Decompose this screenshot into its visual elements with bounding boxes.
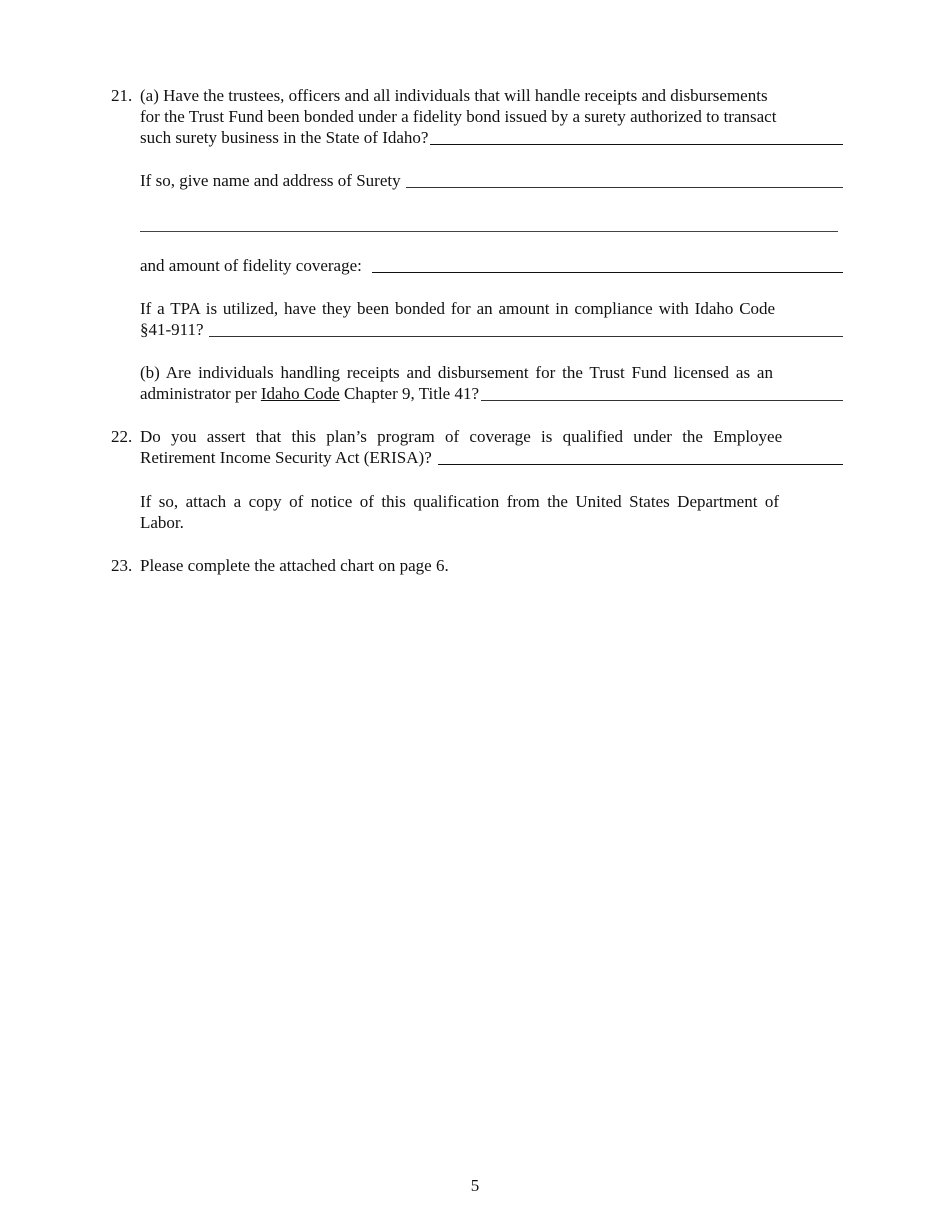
surety-address-field-line-2[interactable]	[140, 231, 838, 232]
coverage-label: and amount of fidelity coverage:	[140, 256, 362, 275]
question-21-number: 21.	[111, 86, 133, 105]
surety-row	[140, 170, 843, 191]
surety-label: If so, give name and address of Surety	[140, 171, 401, 190]
tpa-line-1: If a TPA is utilized, have they been bonded for an amount in compliance with Idaho Code	[140, 299, 776, 318]
idaho-code-reference: Idaho Code	[260, 384, 340, 403]
question-21a-text: such surety business in the State of Idaho?	[140, 128, 429, 147]
bonded-answer-field[interactable]	[430, 144, 843, 145]
erisa-notice-instruction: If so, attach a copy of notice of this qualification from the United States Department of Labor.	[140, 492, 780, 532]
erisa-answer-field[interactable]	[438, 464, 843, 465]
question-21a	[140, 85, 843, 148]
question-22-number: 22.	[111, 427, 133, 446]
question-21a-line-2: for the Trust Fund been bonded under a fidelity bond issued by a surety authorized to transact	[140, 107, 777, 126]
question-23-number: 23.	[111, 556, 133, 575]
question-23: Please complete the attached chart on page 6.	[140, 556, 449, 575]
fidelity-coverage-field[interactable]	[372, 272, 843, 273]
administrator-license-field[interactable]	[481, 400, 843, 401]
question-21b-line-1: (b) Are individuals handling receipts and disbursement for the Trust Fund licensed as an	[140, 363, 773, 382]
tpa-bonded-field[interactable]	[209, 336, 843, 337]
question-21a-line-1: (a) Have the trustees, officers and all individuals that will handle receipts and disbursements	[140, 86, 768, 105]
question-22	[140, 426, 843, 468]
question-22-line-1: Do you assert that this plan’s program of coverage is qualified under the Employee	[140, 427, 783, 446]
question-21b-line-2: administrator per Idaho Code Chapter 9, Title 41?	[140, 383, 843, 404]
tpa-line-2: §41-911?	[140, 319, 843, 340]
question-22-line-2: Retirement Income Security Act (ERISA)?	[140, 447, 843, 468]
page-number: 5	[470, 1176, 480, 1195]
coverage-row	[140, 255, 843, 276]
question-21b	[140, 362, 843, 404]
question-21a-line-3	[140, 127, 843, 148]
surety-name-address-field[interactable]	[406, 187, 843, 188]
tpa-question	[140, 298, 843, 340]
